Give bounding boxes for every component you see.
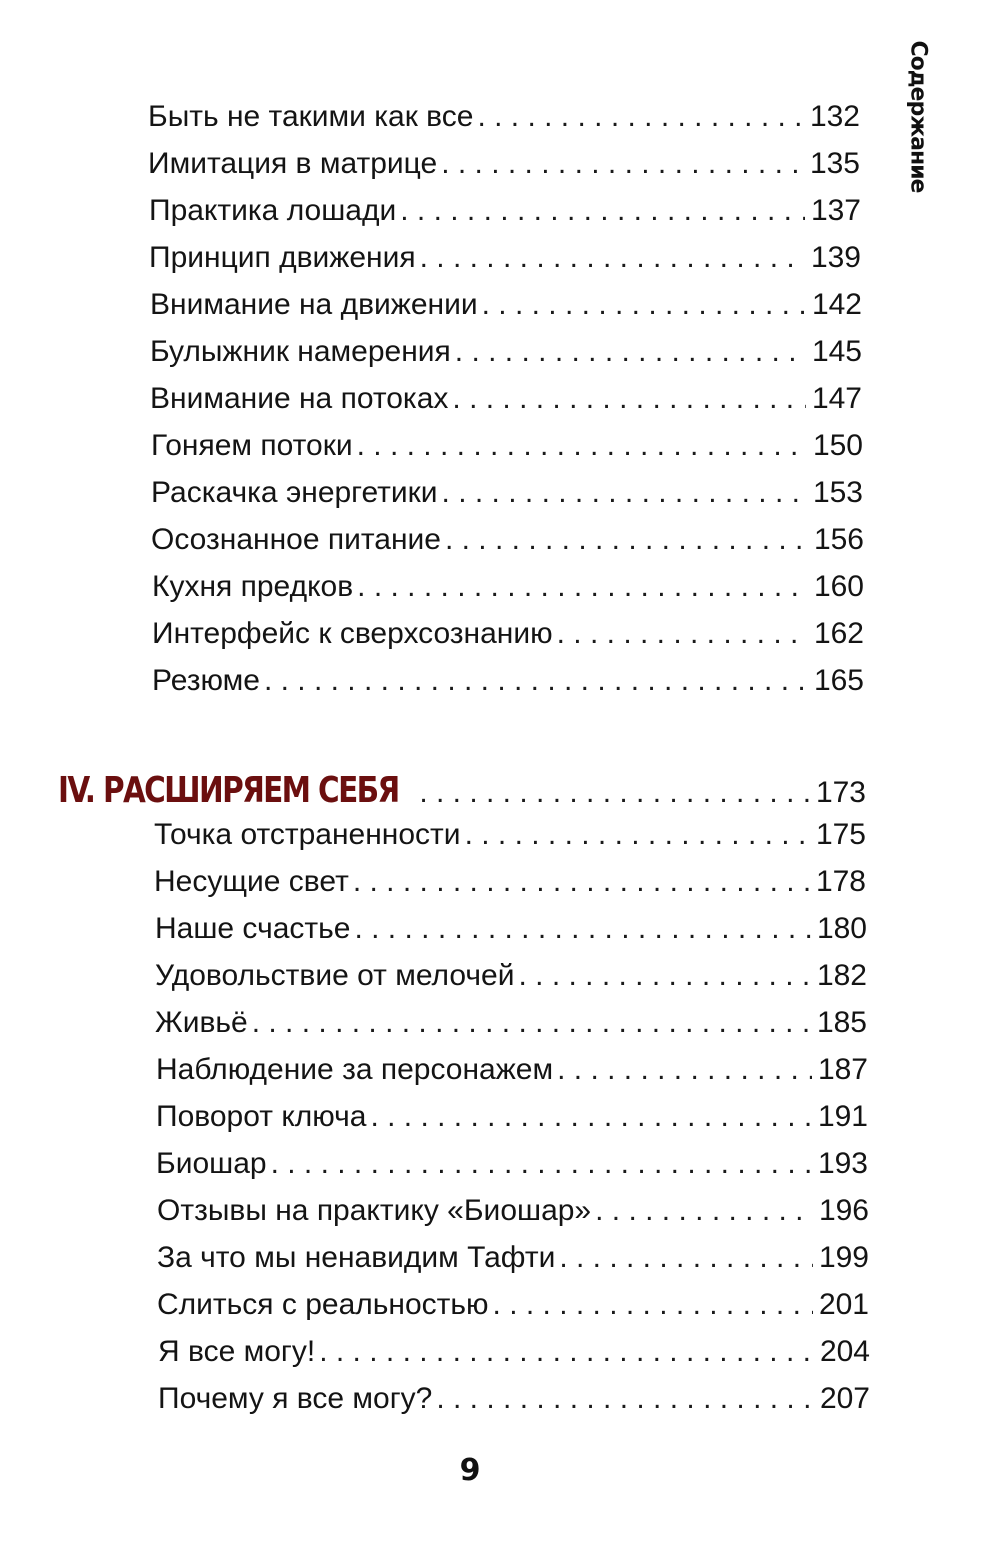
running-head xyxy=(896,38,940,194)
toc-entry-title: Наблюдение за персонажем xyxy=(156,1053,554,1086)
toc-entry[interactable] xyxy=(155,912,867,952)
toc-entry[interactable] xyxy=(151,476,863,516)
toc-entry[interactable] xyxy=(152,664,864,704)
toc-entry-page: 193 xyxy=(817,1147,868,1180)
toc-entry[interactable] xyxy=(156,1100,868,1140)
chapter-title: IV. РАСШИРЯЕМ СЕБЯ xyxy=(58,770,399,811)
page-number: 9 xyxy=(459,1453,481,1488)
dot-leader xyxy=(452,382,806,416)
running-head-text: Содержание xyxy=(905,40,931,192)
toc-entry[interactable] xyxy=(151,523,864,563)
toc-entry-title: Биошар xyxy=(156,1147,267,1180)
dot-leader xyxy=(477,100,803,134)
toc-entry-title: Кухня предков xyxy=(152,570,354,603)
toc-entry-page: 156 xyxy=(813,523,864,556)
dot-leader xyxy=(419,776,810,810)
toc-entry-title: Гоняем потоки xyxy=(151,429,353,462)
dot-leader xyxy=(354,912,810,946)
toc-entry-title: Слиться с реальностью xyxy=(157,1288,489,1321)
toc-entry-page: 185 xyxy=(816,1006,867,1039)
toc-entry[interactable] xyxy=(157,1241,869,1281)
toc-entry[interactable] xyxy=(151,429,863,469)
dot-leader xyxy=(441,147,804,181)
toc-entry[interactable] xyxy=(156,1053,868,1093)
toc-entry-page: 180 xyxy=(816,912,867,945)
dot-leader xyxy=(264,664,808,698)
toc-entry[interactable] xyxy=(154,818,866,858)
toc-entry-page: 135 xyxy=(809,147,860,180)
toc-entry-page: 199 xyxy=(818,1241,869,1274)
toc-entry-title: Отзывы на практику «Биошар» xyxy=(157,1194,592,1227)
toc-entry[interactable] xyxy=(158,1382,870,1422)
toc-entry[interactable] xyxy=(152,570,864,610)
dot-leader xyxy=(252,1006,811,1040)
toc-entry-page: 207 xyxy=(819,1382,870,1415)
toc-entry-page: 204 xyxy=(819,1335,870,1368)
toc-entry-page: 132 xyxy=(809,100,860,133)
dot-leader xyxy=(271,1147,812,1181)
toc-entry-page: 145 xyxy=(811,335,862,368)
dot-leader xyxy=(357,570,808,604)
toc-entry-page: 137 xyxy=(810,194,861,227)
toc-entry[interactable] xyxy=(149,194,861,234)
toc-entry-page: 142 xyxy=(811,288,862,321)
dot-leader xyxy=(595,1194,813,1228)
toc-entry-page: 153 xyxy=(812,476,863,509)
dot-leader xyxy=(559,1241,813,1275)
dot-leader xyxy=(400,194,805,228)
dot-leader xyxy=(518,959,810,993)
toc-entry[interactable] xyxy=(157,1288,869,1328)
toc-entry-page: 182 xyxy=(816,959,867,992)
toc-entry[interactable] xyxy=(156,1147,868,1187)
toc-entry-title: Булыжник намерения xyxy=(150,335,451,368)
toc-entry-title: Интерфейс к сверхсознанию xyxy=(152,617,553,650)
toc-entry[interactable] xyxy=(154,865,866,905)
dot-leader xyxy=(420,241,805,275)
toc-entry-page: 160 xyxy=(813,570,864,603)
toc-entry-title: За что мы ненавидим Тафти xyxy=(157,1241,556,1274)
toc-entry-title: Внимание на движении xyxy=(150,288,478,321)
dot-leader xyxy=(442,476,807,510)
dot-leader xyxy=(465,818,810,852)
toc-entry[interactable] xyxy=(149,241,861,281)
toc-entry-title: Поворот ключа xyxy=(156,1100,367,1133)
toc-entry[interactable] xyxy=(152,617,864,657)
toc-entry[interactable] xyxy=(155,959,867,999)
toc-entry-title: Живьё xyxy=(155,1006,248,1039)
dot-leader xyxy=(357,429,807,463)
toc-entry-page: 191 xyxy=(817,1100,868,1133)
toc-entry-title: Удовольствие от мелочей xyxy=(155,959,515,992)
toc-entry-title: Принцип движения xyxy=(149,241,416,274)
toc-entry-title: Наше счастье xyxy=(155,912,351,945)
toc-entry[interactable] xyxy=(157,1194,869,1234)
dot-leader xyxy=(557,1053,812,1087)
toc-entry-page: 175 xyxy=(815,818,866,851)
toc-entry-title: Я все могу! xyxy=(158,1335,316,1368)
toc-entry[interactable] xyxy=(158,1335,870,1375)
toc-entry-title: Осознанное питание xyxy=(151,523,441,556)
toc-entry-page: 162 xyxy=(813,617,864,650)
toc-entry[interactable] xyxy=(150,288,862,328)
toc-entry-title: Имитация в матрице xyxy=(148,147,438,180)
toc-entry[interactable] xyxy=(150,335,862,375)
toc-entry-page: 165 xyxy=(813,664,864,697)
toc-entry-page: 147 xyxy=(811,382,862,415)
toc-entry[interactable] xyxy=(148,147,860,187)
dot-leader xyxy=(455,335,806,369)
toc-entry-title: Практика лошади xyxy=(149,194,397,227)
dot-leader xyxy=(557,617,808,651)
dot-leader xyxy=(370,1100,811,1134)
dot-leader xyxy=(482,288,806,322)
toc-entry-title: Быть не такими как все xyxy=(148,100,474,133)
toc-entry[interactable] xyxy=(155,1006,867,1046)
chapter-page: 173 xyxy=(815,776,866,809)
toc-entry-title: Внимание на потоках xyxy=(150,382,449,415)
toc-entry-page: 196 xyxy=(818,1194,869,1227)
toc-entry[interactable] xyxy=(148,100,860,140)
dot-leader xyxy=(493,1288,813,1322)
dot-leader xyxy=(319,1335,814,1369)
toc-entry-page: 139 xyxy=(810,241,861,274)
dot-leader xyxy=(445,523,808,557)
toc-entry[interactable] xyxy=(150,382,862,422)
toc-entry-page: 187 xyxy=(817,1053,868,1086)
toc-entry-page: 178 xyxy=(815,865,866,898)
toc-entry-title: Точка отстраненности xyxy=(154,818,461,851)
toc-entry-title: Резюме xyxy=(152,664,260,697)
dot-leader xyxy=(353,865,810,899)
dot-leader xyxy=(436,1382,814,1416)
toc-entry-title: Несущие свет xyxy=(154,865,349,898)
toc-entry-title: Почему я все могу? xyxy=(158,1382,433,1415)
toc-chapter-heading[interactable] xyxy=(58,770,866,816)
toc-entry-page: 150 xyxy=(812,429,863,462)
toc-entry-title: Раскачка энергетики xyxy=(151,476,438,509)
toc-entry-page: 201 xyxy=(818,1288,869,1321)
